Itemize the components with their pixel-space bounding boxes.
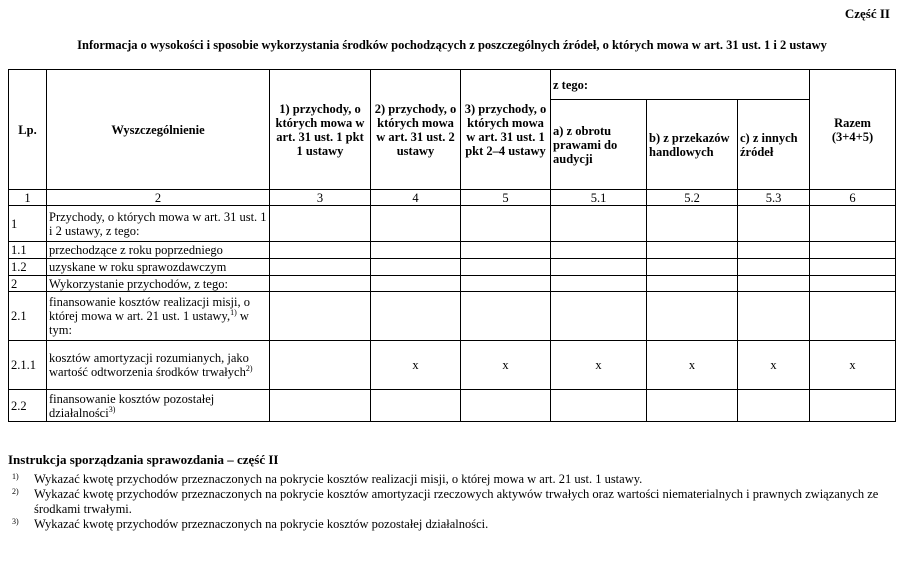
footnote-ref: 1) [230, 307, 237, 317]
row-description: finansowanie kosztów pozostałej działalności$^{3)}$ [47, 390, 270, 422]
row-lp: 1.1 [9, 242, 47, 259]
value-cell[interactable] [551, 206, 647, 242]
value-cell[interactable] [738, 206, 810, 242]
row-description: Wykorzystanie przychodów, z tego: [47, 276, 270, 292]
header-col53: c) z innych źródeł [738, 100, 810, 190]
value-cell[interactable] [461, 276, 551, 292]
value-cell[interactable] [461, 292, 551, 341]
value-cell[interactable] [270, 276, 371, 292]
header-of-which: z tego: [551, 70, 810, 100]
value-cell[interactable] [810, 390, 896, 422]
table-row [9, 259, 896, 276]
row-description: kosztów amortyzacji rozumianych, jako wartość odtworzenia środków trwałych$^{2)}$ [47, 341, 270, 390]
row-lp: 2.1.1 [9, 341, 47, 390]
footnote-number: 2) [12, 487, 19, 496]
value-cell[interactable] [738, 292, 810, 341]
footnote-text: Wykazać kwotę przychodów przeznaczonych na pokrycie kosztów pozostałej działalności. [34, 517, 489, 531]
num-cell: 2 [47, 190, 270, 206]
num-cell: 5.1 [551, 190, 647, 206]
header-lp: Lp. [9, 70, 47, 190]
value-cell[interactable] [551, 259, 647, 276]
x-mark: x [371, 341, 461, 390]
value-cell[interactable] [371, 390, 461, 422]
value-cell[interactable] [371, 292, 461, 341]
table-row [9, 276, 896, 292]
value-cell[interactable] [270, 390, 371, 422]
row-description: uzyskane w roku sprawozdawczym [47, 259, 270, 276]
footnote [8, 472, 893, 487]
footnote-text: Wykazać kwotę przychodów przeznaczonych na pokrycie kosztów realizacji misji, o której mowa w art. 21 ust. 1 ustawy. [34, 472, 643, 486]
value-cell[interactable] [371, 276, 461, 292]
value-cell[interactable] [551, 390, 647, 422]
footnote [8, 487, 893, 517]
row-lp: 2 [9, 276, 47, 292]
row-description: Przychody, o których mowa w art. 31 ust. 1 i 2 ustawy, z tego: [47, 206, 270, 242]
report-table [8, 69, 896, 422]
row-lp: 2.1 [9, 292, 47, 341]
table-row [9, 341, 896, 390]
value-cell[interactable] [461, 242, 551, 259]
value-cell[interactable] [551, 242, 647, 259]
table-row [9, 292, 896, 341]
value-cell[interactable] [738, 276, 810, 292]
table-row [9, 206, 896, 242]
row-lp: 1 [9, 206, 47, 242]
value-cell[interactable] [738, 242, 810, 259]
value-cell[interactable] [270, 242, 371, 259]
value-cell[interactable] [647, 292, 738, 341]
value-cell[interactable] [738, 259, 810, 276]
header-total: Razem (3+4+5) [810, 70, 896, 190]
value-cell[interactable] [810, 259, 896, 276]
value-cell[interactable] [738, 390, 810, 422]
value-cell[interactable] [551, 292, 647, 341]
table-row [9, 242, 896, 259]
table-row [9, 390, 896, 422]
x-mark: x [461, 341, 551, 390]
value-cell[interactable] [461, 259, 551, 276]
footnote-number: 1) [12, 472, 19, 481]
value-cell[interactable] [810, 242, 896, 259]
num-cell: 1 [9, 190, 47, 206]
num-cell: 4 [371, 190, 461, 206]
value-cell[interactable] [461, 390, 551, 422]
num-cell: 5.3 [738, 190, 810, 206]
x-mark: x [647, 341, 738, 390]
header-col51: a) z obrotu prawami do audycji [551, 100, 647, 190]
num-cell: 6 [810, 190, 896, 206]
row-description: finansowanie kosztów realizacji misji, o której mowa w art. 21 ust. 1 ustawy,$^{1)}$ w tym: [47, 292, 270, 341]
value-cell[interactable] [270, 292, 371, 341]
header-col3: 1) przychody, o których mowa w art. 31 ust. 1 pkt 1 ustawy [270, 70, 371, 190]
value-cell[interactable] [647, 390, 738, 422]
value-cell[interactable] [810, 276, 896, 292]
num-cell: 3 [270, 190, 371, 206]
x-mark: x [738, 341, 810, 390]
part-label: Część II [844, 6, 890, 21]
row-lp: 2.2 [9, 390, 47, 422]
value-cell[interactable] [461, 206, 551, 242]
page-title: Informacja o wysokości i sposobie wykorzystania środków pochodzących z poszczególnych źródeł, o których mowa w art. 31 ust. 1 i 2 ustawy [77, 38, 827, 52]
instructions-title: Instrukcja sporządzania sprawozdania – część II [8, 452, 279, 467]
value-cell[interactable] [270, 206, 371, 242]
num-cell: 5.2 [647, 190, 738, 206]
num-cell: 5 [461, 190, 551, 206]
row-description: przechodzące z roku poprzedniego [47, 242, 270, 259]
value-cell[interactable] [270, 259, 371, 276]
value-cell[interactable] [810, 206, 896, 242]
value-cell[interactable] [647, 242, 738, 259]
row-lp: 1.2 [9, 259, 47, 276]
value-cell[interactable] [270, 341, 371, 390]
x-mark: x [810, 341, 896, 390]
numbering-row [9, 190, 896, 206]
footnote-ref: 2) [245, 363, 253, 373]
header-col52: b) z przekazów handlowych [647, 100, 738, 190]
value-cell[interactable] [371, 242, 461, 259]
value-cell[interactable] [647, 276, 738, 292]
footnote-number: 3) [12, 517, 19, 526]
value-cell[interactable] [371, 259, 461, 276]
value-cell[interactable] [647, 259, 738, 276]
header-description: Wyszczególnienie [47, 70, 270, 190]
instructions-notes [8, 472, 893, 532]
value-cell[interactable] [810, 292, 896, 341]
footnote-ref: 3) [108, 404, 116, 414]
x-mark: x [551, 341, 647, 390]
value-cell[interactable] [551, 276, 647, 292]
header-col4: 2) przychody, o których mowa w art. 31 ust. 2 ustawy [371, 70, 461, 190]
value-cell[interactable] [647, 206, 738, 242]
footnote [8, 517, 893, 532]
footnote-text: Wykazać kwotę przychodów przeznaczonych na pokrycie kosztów amortyzacji rzeczowych aktywów trwałych oraz wartości niematerialnych i prawnych związanych ze środkami trwałymi. [34, 487, 879, 516]
header-col5: 3) przychody, o których mowa w art. 31 ust. 1 pkt 2–4 ustawy [461, 70, 551, 190]
value-cell[interactable] [371, 206, 461, 242]
